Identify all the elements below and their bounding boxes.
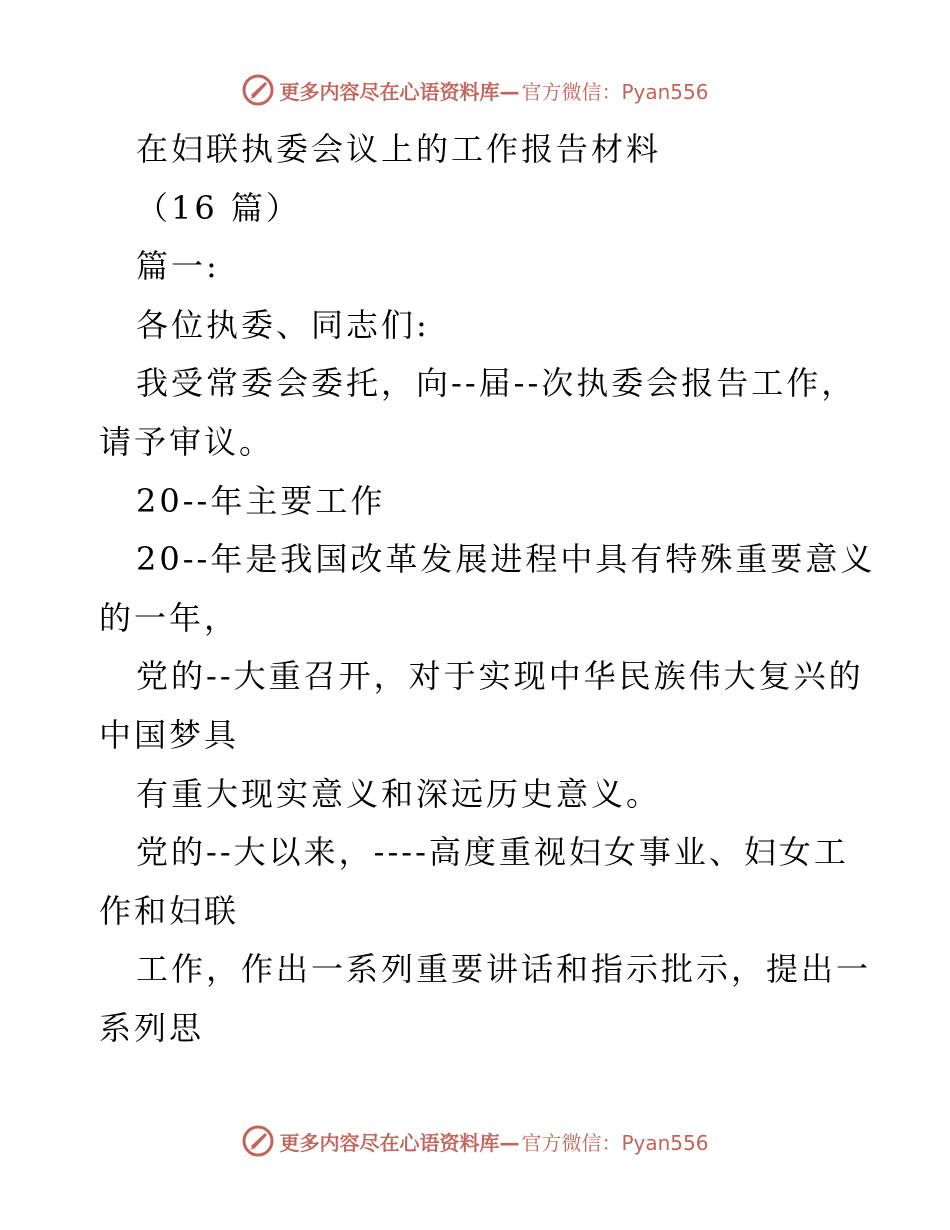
paragraph-line: 20--年是我国改革发展进程中具有特殊重要意义 xyxy=(136,540,876,579)
paragraph-line: 党的--大以来，----高度重视妇女事业、妇女工 xyxy=(136,833,849,872)
paragraph-line: 党的--大重召开，对于实现中华民族伟大复兴的 xyxy=(136,657,864,696)
document-body xyxy=(99,120,876,1058)
salutation: 各位执委、同志们: xyxy=(136,305,430,344)
banner-text: 更多内容尽在心语资料库— xyxy=(279,79,520,104)
document-subtitle: （16 篇） xyxy=(136,188,301,227)
paragraph-line: 我受常委会委托，向--届--次执委会报告工作， xyxy=(136,364,857,403)
paragraph-line: 有重大现实意义和深远历史意义。 xyxy=(136,774,662,813)
subheading: 20--年主要工作 xyxy=(136,481,386,520)
banner-wechat: 官方微信：Pyan556 xyxy=(521,1130,709,1155)
banner-text: 更多内容尽在心语资料库— xyxy=(279,1130,520,1155)
paragraph-line: 请予审议。 xyxy=(99,422,275,461)
header-banner xyxy=(0,70,950,110)
paragraph-line: 作和妇联 xyxy=(99,891,240,930)
banner-wechat: 官方微信：Pyan556 xyxy=(521,79,709,104)
footer-banner xyxy=(0,1121,950,1161)
paragraph-line: 的一年， xyxy=(99,598,240,637)
paragraph-line: 中国梦具 xyxy=(99,715,240,754)
logo-icon xyxy=(241,1124,275,1158)
paragraph-line: 工作，作出一系列重要讲话和指示批示，提出一 xyxy=(136,950,872,989)
section-heading: 篇一: xyxy=(136,247,220,286)
logo-icon xyxy=(241,73,275,107)
document-title: 在妇联执委会议上的工作报告材料 xyxy=(136,130,662,168)
paragraph-line: 系列思 xyxy=(99,1008,205,1047)
